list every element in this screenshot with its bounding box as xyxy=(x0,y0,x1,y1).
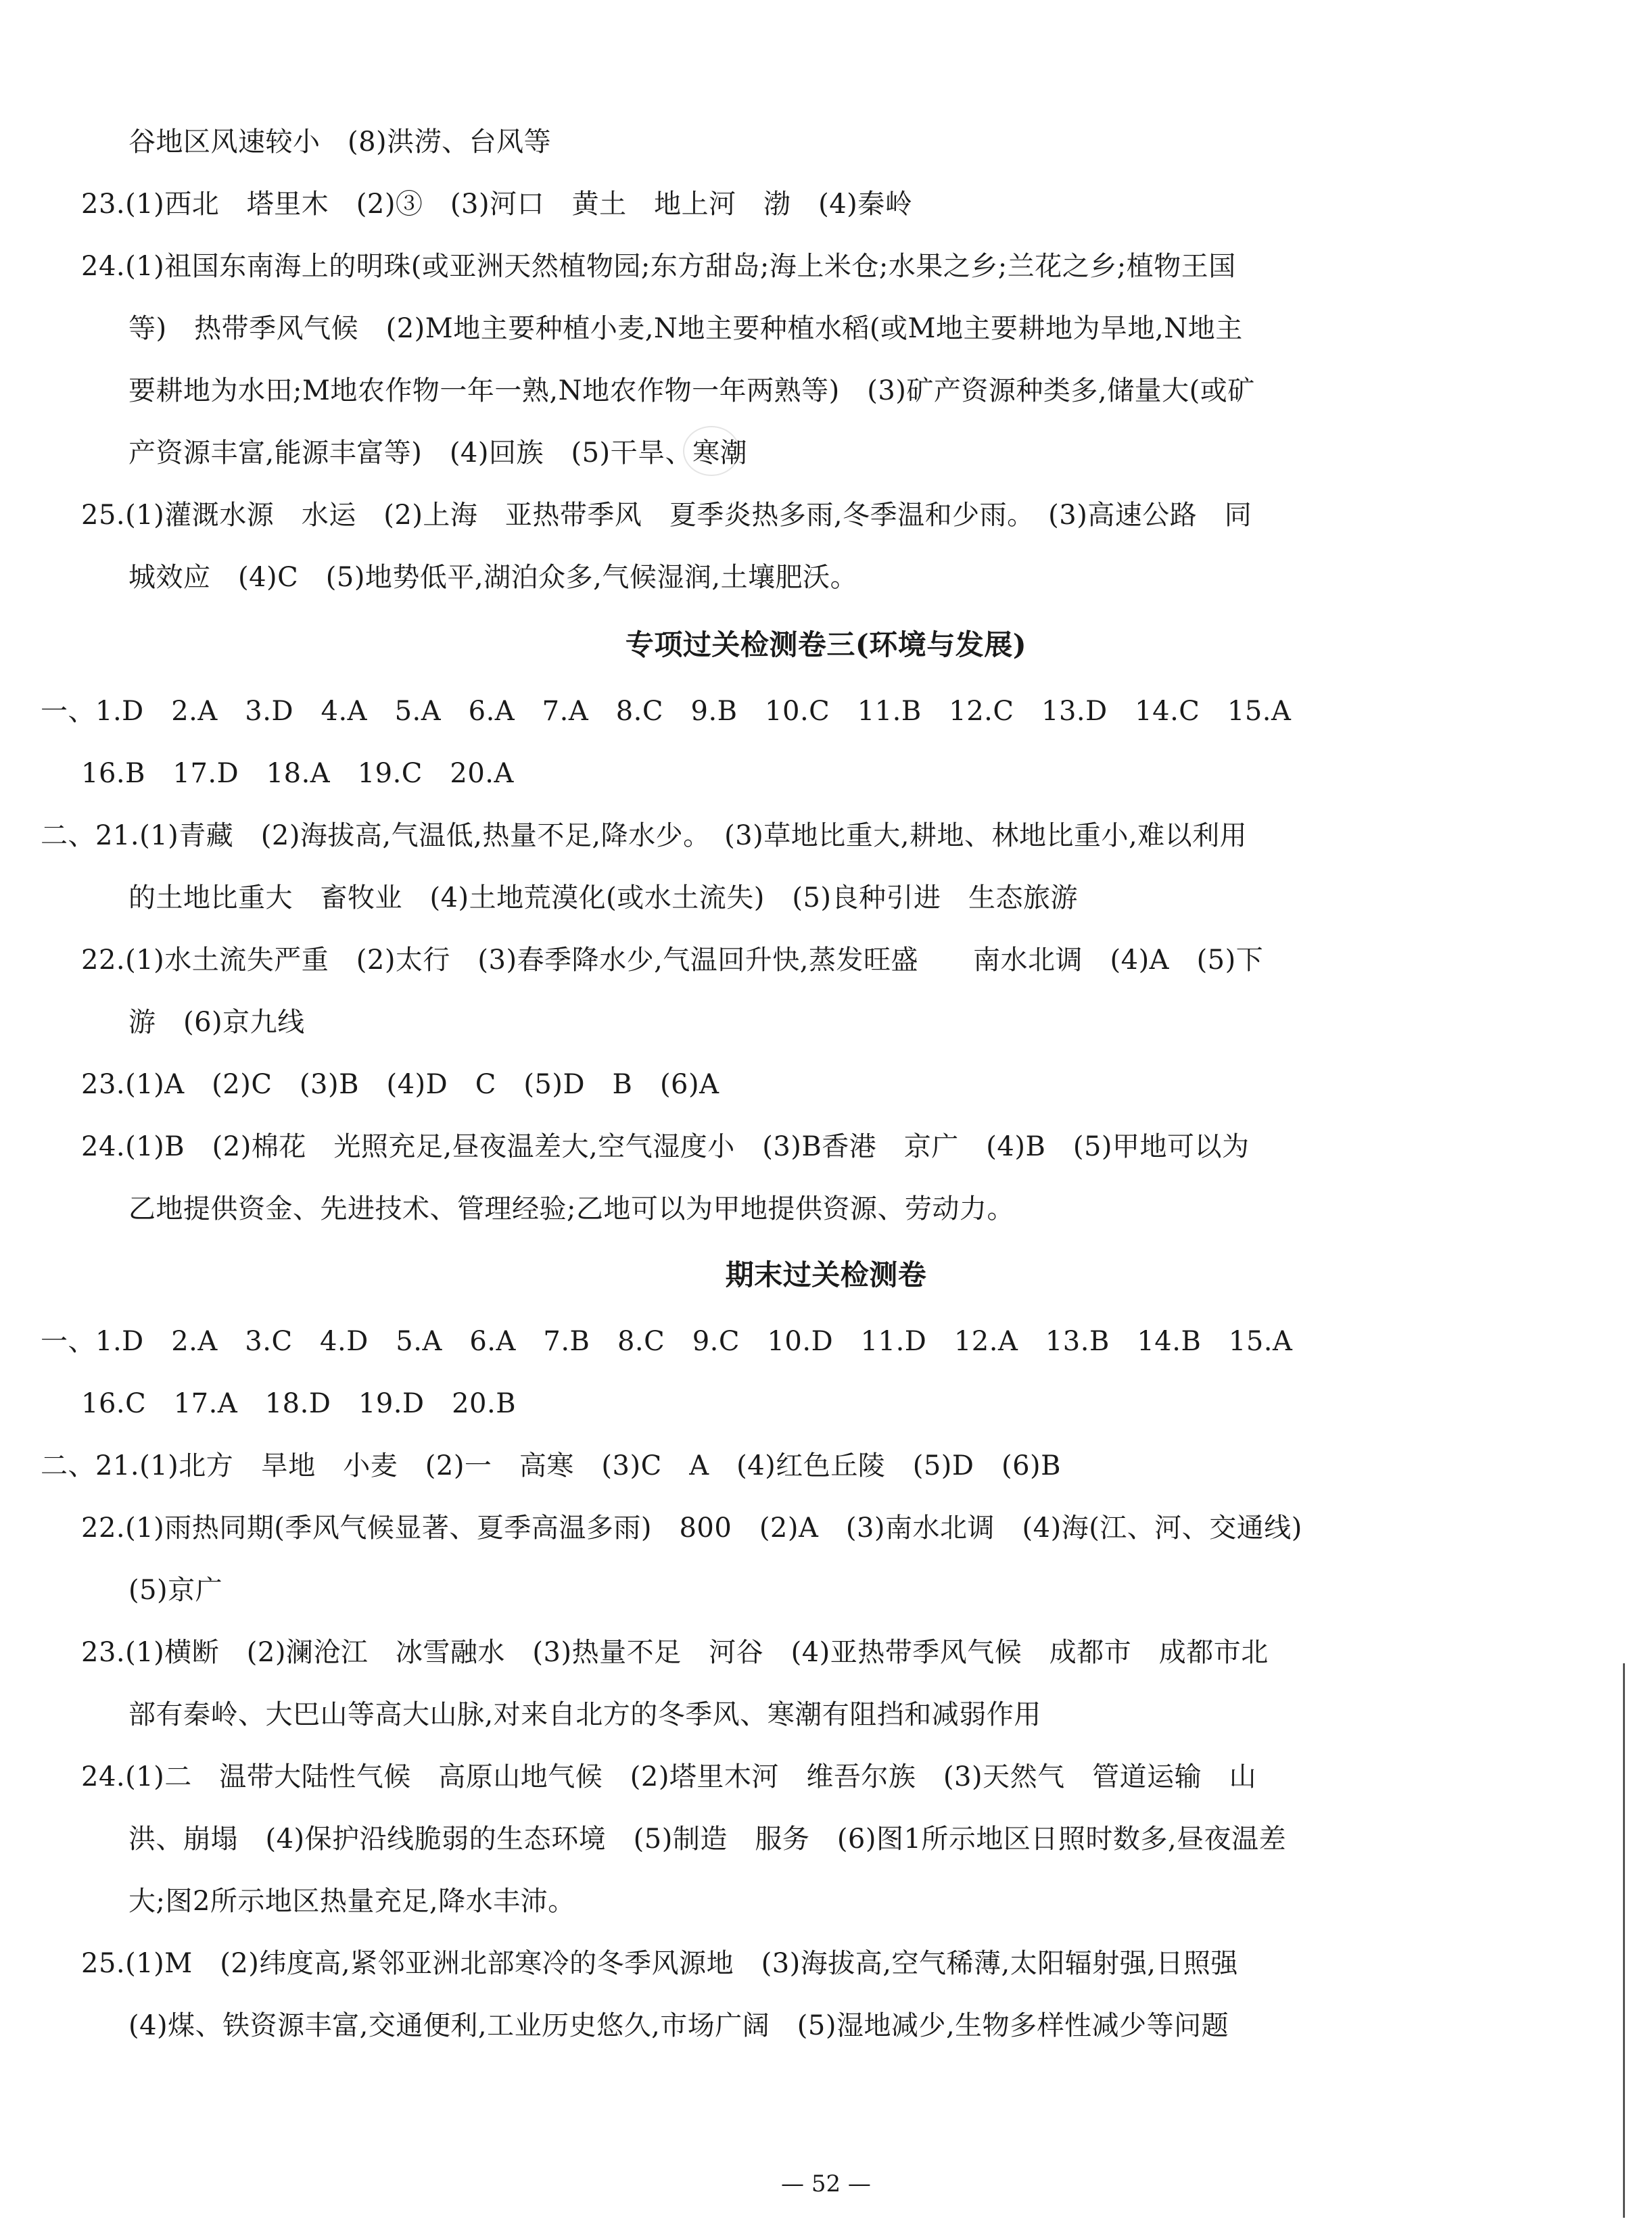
text-line: 二、21.(1)北方 旱地 小麦 (2)一 高寒 (3)C A (4)红色丘陵 (5)D (6)B xyxy=(41,1450,1062,1481)
text-line: 部有秦岭、大巴山等高大山脉,对来自北方的冬季风、寒潮有阻挡和减弱作用 xyxy=(128,1699,1041,1730)
text-line: 谷地区风速较小 (8)洪涝、台风等 xyxy=(128,126,552,158)
text-line: 城效应 (4)C (5)地势低平,湖泊众多,气候湿润,土壤肥沃。 xyxy=(128,562,858,593)
text-line: 22.(1)水土流失严重 (2)太行 (3)春季降水少,气温回升快,蒸发旺盛 南水北调 (4)A (5)下 xyxy=(81,945,1264,976)
text-line: 25.(1)M (2)纬度高,紧邻亚洲北部寒冷的冬季风源地 (3)海拔高,空气稀薄,太阳辐射强,日照强 xyxy=(81,1948,1238,1979)
text-line: 洪、崩塌 (4)保护沿线脆弱的生态环境 (5)制造 服务 (6)图1所示地区日照时数多,昼夜温差 xyxy=(128,1824,1287,1855)
text-line: 23.(1)西北 塔里木 (2)③ (3)河口 黄土 地上河 渤 (4)秦岭 xyxy=(81,189,913,220)
text-line: 二、21.(1)青藏 (2)海拔高,气温低,热量不足,降水少。 (3)草地比重大,耕地、林地比重小,难以利用 xyxy=(41,820,1248,851)
text-line: 一、1.D 2.A 3.C 4.D 5.A 6.A 7.B 8.C 9.C 10.D 11.D 12.A 13.B 14.B 15.A xyxy=(41,1326,1293,1357)
text-line: 23.(1)横断 (2)澜沧江 冰雪融水 (3)热量不足 河谷 (4)亚热带季风气候 成都市 成都市北 xyxy=(81,1637,1269,1668)
text-line: 22.(1)雨热同期(季风气候显著、夏季高温多雨) 800 (2)A (3)南水北调 (4)海(江、河、交通线) xyxy=(81,1513,1302,1544)
text-line: 24.(1)二 温带大陆性气候 高原山地气候 (2)塔里木河 维吾尔族 (3)天然气 管道运输 山 xyxy=(81,1761,1257,1792)
text-line: 游 (6)京九线 xyxy=(128,1007,305,1038)
text-line: 16.C 17.A 18.D 19.D 20.B xyxy=(81,1388,517,1419)
section-heading: 专项过关检测卷三(环境与发展) xyxy=(625,628,1027,661)
text-line: (4)煤、铁资源丰富,交通便利,工业历史悠久,市场广阔 (5)湿地减少,生物多样性减少等问题 xyxy=(128,2010,1229,2041)
text-line: 大;图2所示地区热量充足,降水丰沛。 xyxy=(128,1886,575,1917)
text-line: 25.(1)灌溉水源 水运 (2)上海 亚热带季风 夏季炎热多雨,冬季温和少雨。 (3)高速公路 同 xyxy=(81,500,1252,531)
text-line: 产资源丰富,能源丰富等) (4)回族 (5)干旱、寒潮 xyxy=(128,437,748,469)
text-line: 16.B 17.D 18.A 19.C 20.A xyxy=(81,758,514,789)
edge-rule xyxy=(1623,1663,1625,2218)
text-line: (5)京广 xyxy=(128,1575,223,1606)
text-line: 23.(1)A (2)C (3)B (4)D C (5)D B (6)A xyxy=(81,1069,719,1100)
text-line: 24.(1)祖国东南海上的明珠(或亚洲天然植物园;东方甜岛;海上米仓;水果之乡;兰花之乡;植物王国 xyxy=(81,251,1236,282)
text-line: 24.(1)B (2)棉花 光照充足,昼夜温差大,空气湿度小 (3)B香港 京广 (4)B (5)甲地可以为 xyxy=(81,1131,1250,1162)
text-line: 乙地提供资金、先进技术、管理经验;乙地可以为甲地提供资源、劳动力。 xyxy=(128,1193,1014,1224)
text-line: 要耕地为水田;M地农作物一年一熟,N地农作物一年两熟等) (3)矿产资源种类多,储量大(或矿 xyxy=(128,375,1255,406)
section-heading: 期末过关检测卷 xyxy=(725,1258,927,1291)
text-line: 一、1.D 2.A 3.D 4.A 5.A 6.A 7.A 8.C 9.B 10.C 11.B 12.C 13.D 14.C 15.A xyxy=(41,696,1292,727)
page-number: — 52 — xyxy=(781,2170,871,2197)
text-line: 等) 热带季风气候 (2)M地主要种植小麦,N地主要种植水稻(或M地主要耕地为旱地,N地主 xyxy=(128,313,1243,344)
text-line: 的土地比重大 畜牧业 (4)土地荒漠化(或水土流失) (5)良种引进 生态旅游 xyxy=(128,882,1079,913)
